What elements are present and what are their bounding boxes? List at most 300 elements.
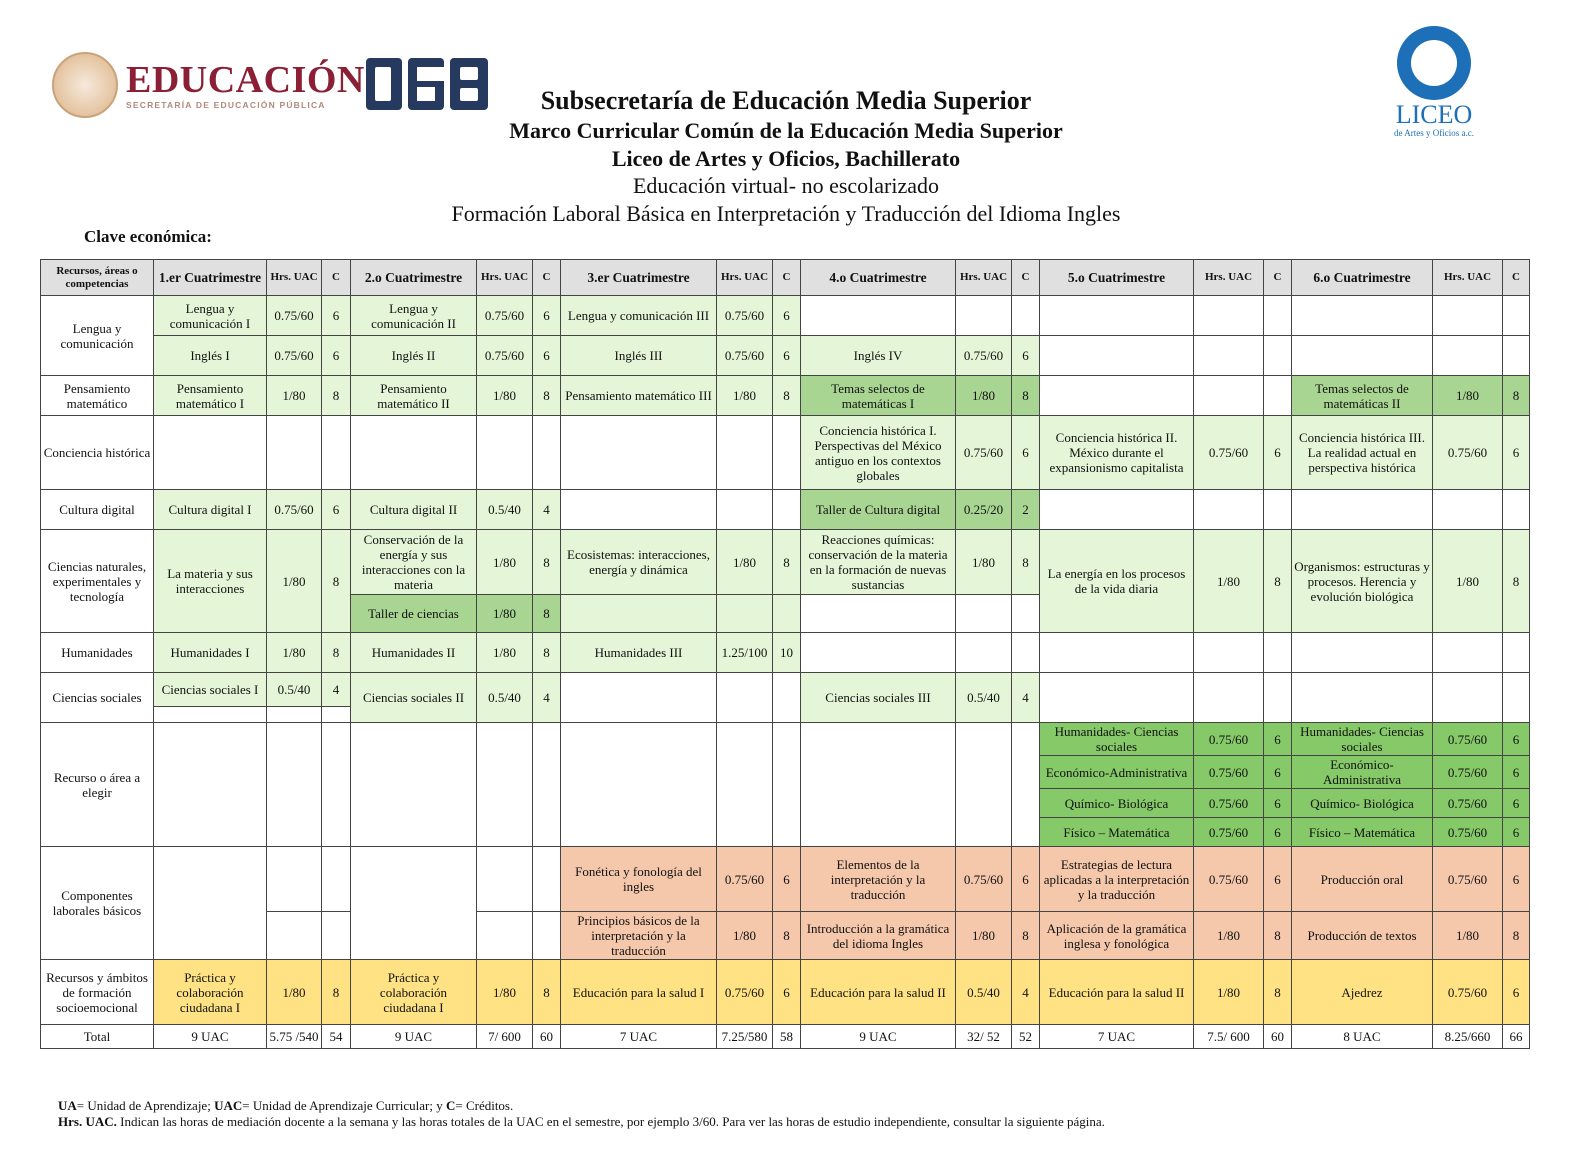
hours-cell: 0.75/60 (1194, 756, 1264, 789)
hours-cell: 0.75/60 (717, 847, 773, 912)
empty-cell (956, 595, 1012, 633)
table-row (41, 960, 1530, 1025)
empty-cell (1012, 723, 1040, 847)
table-row (41, 723, 1530, 756)
header-c: C (322, 260, 351, 296)
header-c: C (1012, 260, 1040, 296)
subject-cell: Cultura digital I (154, 490, 267, 530)
total-hours: 5.75 /540 (267, 1025, 322, 1049)
subject-cell: Educación para la salud II (801, 960, 956, 1025)
credits-cell: 6 (1264, 756, 1292, 789)
table-row (41, 336, 1530, 376)
hours-cell: 1/80 (956, 912, 1012, 960)
empty-cell (956, 296, 1012, 336)
total-uac: 9 UAC (154, 1025, 267, 1049)
empty-cell (1264, 673, 1292, 723)
total-credits: 52 (1012, 1025, 1040, 1049)
credits-cell: 10 (773, 633, 801, 673)
credits-cell: 4 (1012, 673, 1040, 723)
empty-cell (351, 416, 477, 490)
total-hours: 32/ 52 (956, 1025, 1012, 1049)
total-uac: 9 UAC (351, 1025, 477, 1049)
area-label: Componentes laborales básicos (41, 847, 154, 960)
header-c: C (1264, 260, 1292, 296)
hours-cell: 1/80 (956, 530, 1012, 595)
table-row (41, 673, 1530, 707)
empty-cell (1292, 296, 1433, 336)
hours-cell: 0.75/60 (477, 296, 533, 336)
area-label: Recurso o área a elegir (41, 723, 154, 847)
credits-cell: 6 (773, 960, 801, 1025)
area-label: Ciencias sociales (41, 673, 154, 723)
hours-cell: 0.5/40 (267, 673, 322, 707)
credits-cell: 8 (773, 912, 801, 960)
subject-cell: Conciencia histórica I. Perspectivas del México antiguo en los contextos globales (801, 416, 956, 490)
total-hours: 8.25/660 (1433, 1025, 1503, 1049)
hours-cell: 1/80 (477, 960, 533, 1025)
area-label: Ciencias naturales, experimentales y tecnología (41, 530, 154, 633)
total-uac: 9 UAC (801, 1025, 956, 1049)
title-line-3: Liceo de Artes y Oficios, Bachillerato (611, 146, 961, 171)
liceo-logo-subtitle: de Artes y Oficios a.c. (1394, 128, 1474, 138)
subject-cell: Ciencias sociales I (154, 673, 267, 707)
hours-cell: 1/80 (1194, 530, 1264, 633)
hours-cell: 0.75/60 (267, 336, 322, 376)
empty-cell (154, 723, 267, 847)
hours-cell: 0.5/40 (477, 490, 533, 530)
subject-cell: Reacciones químicas: conservación de la materia en la formación de nuevas sustancias (801, 530, 956, 595)
subject-cell: Inglés III (561, 336, 717, 376)
total-uac: 7 UAC (561, 1025, 717, 1049)
empty-cell (477, 723, 533, 847)
hours-cell: 0.75/60 (1194, 416, 1264, 490)
empty-cell (1433, 490, 1503, 530)
credits-cell: 8 (533, 376, 561, 416)
empty-cell (801, 595, 956, 633)
subject-cell: Pensamiento matemático II (351, 376, 477, 416)
header-q6: 6.o Cuatrimestre (1292, 260, 1433, 296)
clave-label: Clave económica: (84, 227, 212, 246)
total-credits: 60 (533, 1025, 561, 1049)
credits-cell: 8 (1012, 530, 1040, 595)
footer-note-hours: Hrs. UAC. Indican las horas de mediación docente a la semana y las horas totales de la UAC en el semestre, por ejemplo 3/60. Para ver las horas de estudio independiente, consultar la siguiente página. (58, 1114, 1105, 1129)
empty-cell (322, 912, 351, 960)
header-hrs: Hrs. UAC (477, 260, 533, 296)
credits-cell: 8 (1503, 376, 1530, 416)
empty-cell (717, 490, 773, 530)
subject-cell: Conciencia histórica II. México durante el expansionismo capitalista (1040, 416, 1194, 490)
empty-cell (717, 595, 773, 633)
hours-cell: 0.75/60 (1433, 416, 1503, 490)
area-label: Conciencia histórica (41, 416, 154, 490)
credits-cell: 8 (322, 530, 351, 633)
header-hrs: Hrs. UAC (956, 260, 1012, 296)
subject-cell: Ciencias sociales III (801, 673, 956, 723)
hours-cell: 1/80 (717, 530, 773, 595)
hours-cell: 1/80 (267, 376, 322, 416)
footer-note-abbreviations: UA= Unidad de Aprendizaje; UAC= Unidad de Aprendizaje Curricular; y C= Créditos. (58, 1098, 514, 1113)
header-q2: 2.o Cuatrimestre (351, 260, 477, 296)
hours-cell: 1/80 (477, 633, 533, 673)
empty-cell (1194, 336, 1264, 376)
table-row (41, 633, 1530, 673)
subject-cell: Organismos: estructuras y procesos. Herencia y evolución biológica (1292, 530, 1433, 633)
empty-cell (154, 416, 267, 490)
hours-cell: 1/80 (956, 376, 1012, 416)
empty-cell (717, 416, 773, 490)
table-row (41, 847, 1530, 912)
credits-cell: 6 (533, 336, 561, 376)
subject-cell: Estrategias de lectura aplicadas a la interpretación y la traducción (1040, 847, 1194, 912)
header-c: C (773, 260, 801, 296)
hours-cell: 0.75/60 (1433, 756, 1503, 789)
subject-cell: Humanidades- Ciencias sociales (1292, 723, 1433, 756)
hours-cell: 1/80 (1433, 912, 1503, 960)
liceo-logo-name: LICEO (1395, 100, 1473, 129)
table-header-row (41, 260, 1530, 296)
hours-cell: 0.75/60 (956, 336, 1012, 376)
empty-cell (1264, 376, 1292, 416)
title-line-2: Marco Curricular Común de la Educación Media Superior (509, 118, 1063, 143)
subject-cell: Económico-Administrativa (1292, 756, 1433, 789)
empty-cell (773, 490, 801, 530)
subject-cell: Económico-Administrativa (1040, 756, 1194, 789)
empty-cell (801, 633, 956, 673)
table-total-row (41, 1025, 1530, 1049)
table-row (41, 416, 1530, 490)
credits-cell: 8 (322, 633, 351, 673)
empty-cell (956, 633, 1012, 673)
empty-cell (1292, 490, 1433, 530)
empty-cell (533, 912, 561, 960)
empty-cell (477, 912, 533, 960)
hours-cell: 0.75/60 (717, 336, 773, 376)
credits-cell: 6 (322, 490, 351, 530)
empty-cell (717, 723, 773, 847)
table-row (41, 296, 1530, 336)
area-label: Cultura digital (41, 490, 154, 530)
header-hrs: Hrs. UAC (1433, 260, 1503, 296)
subject-cell: Práctica y colaboración ciudadana I (351, 960, 477, 1025)
subject-cell: Introducción a la gramática del idioma Ingles (801, 912, 956, 960)
hours-cell: 0.75/60 (1433, 960, 1503, 1025)
area-label: Lengua y comunicación (41, 296, 154, 376)
subject-cell: La energía en los procesos de la vida diaria (1040, 530, 1194, 633)
empty-cell (1040, 490, 1194, 530)
credits-cell: 6 (1264, 847, 1292, 912)
subject-cell: Elementos de la interpretación y la traducción (801, 847, 956, 912)
hours-cell: 0.75/60 (717, 960, 773, 1025)
subject-cell: Conservación de la energía y sus interacciones con la materia (351, 530, 477, 595)
subject-cell: Pensamiento matemático I (154, 376, 267, 416)
hours-cell: 1/80 (477, 530, 533, 595)
credits-cell: 6 (1503, 789, 1530, 818)
credits-cell: 6 (1503, 723, 1530, 756)
empty-cell (1264, 490, 1292, 530)
empty-cell (773, 723, 801, 847)
empty-cell (267, 707, 322, 723)
empty-cell (561, 416, 717, 490)
credits-cell: 8 (1012, 376, 1040, 416)
empty-cell (477, 416, 533, 490)
empty-cell (1264, 336, 1292, 376)
subject-cell: Inglés I (154, 336, 267, 376)
hours-cell: 1/80 (1194, 960, 1264, 1025)
credits-cell: 8 (1264, 530, 1292, 633)
empty-cell (561, 490, 717, 530)
empty-cell (956, 723, 1012, 847)
subject-cell: Lengua y comunicación I (154, 296, 267, 336)
subject-cell: Humanidades III (561, 633, 717, 673)
subject-cell: Educación para la salud I (561, 960, 717, 1025)
hours-cell: 0.5/40 (956, 673, 1012, 723)
hours-cell: 0.75/60 (1433, 789, 1503, 818)
credits-cell: 6 (322, 336, 351, 376)
area-label: Humanidades (41, 633, 154, 673)
empty-cell (1194, 490, 1264, 530)
empty-cell (1503, 336, 1530, 376)
credits-cell: 8 (322, 376, 351, 416)
credits-cell: 8 (1264, 912, 1292, 960)
subject-cell: Humanidades II (351, 633, 477, 673)
empty-cell (1194, 296, 1264, 336)
empty-cell (1194, 376, 1264, 416)
empty-cell (1292, 336, 1433, 376)
subject-cell: Ecosistemas: interacciones, energía y dinámica (561, 530, 717, 595)
empty-cell (154, 847, 267, 960)
subject-cell: Ciencias sociales II (351, 673, 477, 723)
empty-cell (1012, 633, 1040, 673)
empty-cell (1503, 490, 1530, 530)
empty-cell (1012, 595, 1040, 633)
hours-cell: 0.75/60 (1433, 847, 1503, 912)
header-hrs: Hrs. UAC (1194, 260, 1264, 296)
total-hours: 7.25/580 (717, 1025, 773, 1049)
credits-cell: 8 (322, 960, 351, 1025)
table-row (41, 490, 1530, 530)
empty-cell (267, 416, 322, 490)
empty-cell (1292, 673, 1433, 723)
credits-cell: 4 (322, 673, 351, 707)
subject-cell: Producción oral (1292, 847, 1433, 912)
empty-cell (1012, 296, 1040, 336)
empty-cell (1503, 633, 1530, 673)
subject-cell: Humanidades I (154, 633, 267, 673)
credits-cell: 6 (1264, 789, 1292, 818)
empty-cell (477, 847, 533, 912)
credits-cell: 8 (1012, 912, 1040, 960)
credits-cell: 6 (1012, 416, 1040, 490)
credits-cell: 8 (773, 376, 801, 416)
credits-cell: 6 (773, 847, 801, 912)
subject-cell: Principios básicos de la interpretación y la traducción (561, 912, 717, 960)
empty-cell (1040, 673, 1194, 723)
header-q3: 3.er Cuatrimestre (561, 260, 717, 296)
credits-cell: 8 (533, 633, 561, 673)
credits-cell: 6 (1264, 818, 1292, 847)
credits-cell: 8 (1503, 530, 1530, 633)
subject-cell: Físico – Matemática (1040, 818, 1194, 847)
subject-cell: Ajedrez (1292, 960, 1433, 1025)
empty-cell (801, 723, 956, 847)
total-credits: 58 (773, 1025, 801, 1049)
curriculum-table (40, 259, 1530, 1049)
empty-cell (1292, 633, 1433, 673)
hours-cell: 0.25/20 (956, 490, 1012, 530)
credits-cell: 6 (773, 336, 801, 376)
total-uac: 8 UAC (1292, 1025, 1433, 1049)
subject-cell: Temas selectos de matemáticas II (1292, 376, 1433, 416)
credits-cell: 6 (1503, 818, 1530, 847)
subject-cell: Cultura digital II (351, 490, 477, 530)
header-c: C (533, 260, 561, 296)
credits-cell: 8 (533, 595, 561, 633)
subject-cell: Químico- Biológica (1292, 789, 1433, 818)
credits-cell: 8 (773, 530, 801, 595)
empty-cell (773, 673, 801, 723)
hours-cell: 1.25/100 (717, 633, 773, 673)
empty-cell (533, 416, 561, 490)
subject-cell: Taller de Cultura digital (801, 490, 956, 530)
subject-cell: Producción de textos (1292, 912, 1433, 960)
sep-logo-title: EDUCACIÓN (126, 59, 365, 101)
credits-cell: 8 (1264, 960, 1292, 1025)
credits-cell: 8 (533, 530, 561, 595)
hours-cell: 0.75/60 (477, 336, 533, 376)
subject-cell: Humanidades- Ciencias sociales (1040, 723, 1194, 756)
empty-cell (1194, 673, 1264, 723)
empty-cell (1433, 673, 1503, 723)
empty-cell (717, 673, 773, 723)
subject-cell: Inglés II (351, 336, 477, 376)
credits-cell: 6 (1012, 336, 1040, 376)
credits-cell: 4 (533, 490, 561, 530)
credits-cell: 4 (1012, 960, 1040, 1025)
total-credits: 60 (1264, 1025, 1292, 1049)
hours-cell: 0.75/60 (267, 490, 322, 530)
credits-cell: 6 (1264, 416, 1292, 490)
credits-cell: 8 (533, 960, 561, 1025)
hours-cell: 1/80 (717, 912, 773, 960)
empty-cell (773, 416, 801, 490)
empty-cell (351, 723, 477, 847)
credits-cell: 6 (322, 296, 351, 336)
total-hours: 7/ 600 (477, 1025, 533, 1049)
empty-cell (533, 847, 561, 912)
subject-cell: Lengua y comunicación III (561, 296, 717, 336)
hours-cell: 0.75/60 (717, 296, 773, 336)
empty-cell (1040, 296, 1194, 336)
credits-cell: 6 (773, 296, 801, 336)
subject-cell: Fonética y fonología del ingles (561, 847, 717, 912)
empty-cell (1040, 376, 1194, 416)
subject-cell: La materia y sus interacciones (154, 530, 267, 633)
hours-cell: 1/80 (717, 376, 773, 416)
empty-cell (533, 723, 561, 847)
table-row (41, 376, 1530, 416)
credits-cell: 6 (533, 296, 561, 336)
title-line-1: Subsecretaría de Educación Media Superior (540, 86, 1032, 115)
empty-cell (773, 595, 801, 633)
header-hrs: Hrs. UAC (267, 260, 322, 296)
header-q1: 1.er Cuatrimestre (154, 260, 267, 296)
total-uac: 7 UAC (1040, 1025, 1194, 1049)
empty-cell (267, 847, 322, 912)
hours-cell: 0.75/60 (1433, 723, 1503, 756)
hours-cell: 1/80 (267, 633, 322, 673)
empty-cell (1433, 296, 1503, 336)
credits-cell: 6 (1503, 416, 1530, 490)
header-c: C (1503, 260, 1530, 296)
hours-cell: 0.75/60 (956, 847, 1012, 912)
empty-cell (561, 723, 717, 847)
header-q5: 5.o Cuatrimestre (1040, 260, 1194, 296)
header-q4: 4.o Cuatrimestre (801, 260, 956, 296)
hours-cell: 0.75/60 (267, 296, 322, 336)
empty-cell (1503, 673, 1530, 723)
hours-cell: 0.75/60 (956, 416, 1012, 490)
hours-cell: 1/80 (1194, 912, 1264, 960)
credits-cell: 6 (1503, 847, 1530, 912)
total-label: Total (41, 1025, 154, 1049)
credits-cell: 6 (1503, 756, 1530, 789)
empty-cell (1503, 296, 1530, 336)
empty-cell (561, 595, 717, 633)
credits-cell: 6 (1503, 960, 1530, 1025)
empty-cell (351, 847, 477, 960)
hours-cell: 0.75/60 (1194, 723, 1264, 756)
total-credits: 66 (1503, 1025, 1530, 1049)
subject-cell: Lengua y comunicación II (351, 296, 477, 336)
hours-cell: 0.75/60 (1433, 818, 1503, 847)
hours-cell: 1/80 (267, 530, 322, 633)
title-line-4: Educación virtual- no escolarizado (632, 173, 940, 198)
empty-cell (322, 416, 351, 490)
credits-cell: 6 (1012, 847, 1040, 912)
hours-cell: 1/80 (267, 960, 322, 1025)
empty-cell (1264, 296, 1292, 336)
area-label: Recursos y ámbitos de formación socioemocional (41, 960, 154, 1025)
subject-cell: Taller de ciencias (351, 595, 477, 633)
hours-cell: 0.75/60 (1194, 789, 1264, 818)
hours-cell: 1/80 (477, 595, 533, 633)
table-row (41, 530, 1530, 595)
empty-cell (1040, 336, 1194, 376)
subject-cell: Aplicación de la gramática inglesa y fonológica (1040, 912, 1194, 960)
subject-cell: Inglés IV (801, 336, 956, 376)
credits-cell: 4 (533, 673, 561, 723)
hours-cell: 0.5/40 (956, 960, 1012, 1025)
empty-cell (1194, 633, 1264, 673)
credits-cell: 2 (1012, 490, 1040, 530)
area-label: Pensamiento matemático (41, 376, 154, 416)
empty-cell (154, 707, 267, 723)
empty-cell (322, 707, 351, 723)
empty-cell (1433, 336, 1503, 376)
sep-logo-subtitle: SECRETARÍA DE EDUCACIÓN PÚBLICA (126, 100, 326, 110)
total-credits: 54 (322, 1025, 351, 1049)
subject-cell: Educación para la salud II (1040, 960, 1194, 1025)
empty-cell (1040, 633, 1194, 673)
empty-cell (267, 723, 322, 847)
hours-cell: 0.75/60 (1194, 847, 1264, 912)
header-areas: Recursos, áreas o competencias (41, 260, 154, 296)
subject-cell: Químico- Biológica (1040, 789, 1194, 818)
total-hours: 7.5/ 600 (1194, 1025, 1264, 1049)
credits-cell: 6 (1264, 723, 1292, 756)
empty-cell (267, 912, 322, 960)
empty-cell (322, 723, 351, 847)
